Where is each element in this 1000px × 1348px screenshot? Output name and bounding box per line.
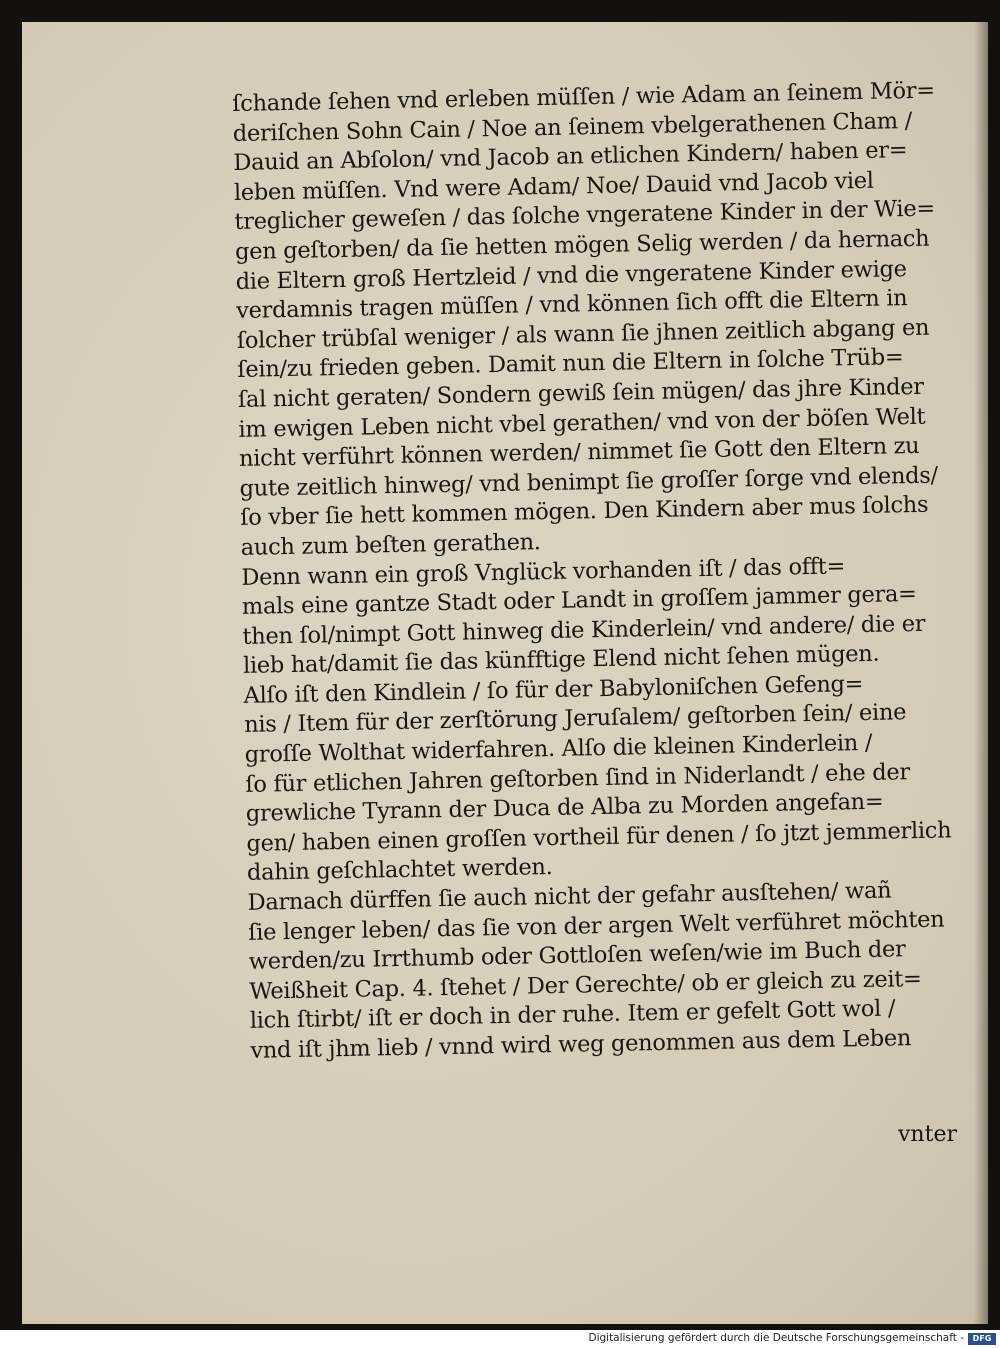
text-line: ſie lenger leben/ das ſie von der argen Welt verführet möchten <box>247 906 945 946</box>
text-line: groſſe Wolthat widerfahren. Alſo die kleinen Kinderlein / <box>244 729 873 768</box>
text-line: lieb hat/damit ſie das künfftige Elend nicht ſehen mügen. <box>242 640 880 680</box>
footer-credit-text: Digitalisierung gefördert durch die Deutsche Forschungsgemeinschaft - <box>588 1332 964 1344</box>
text-line: then ſol/nimpt Gott hinweg die Kinderlein/ vnd andere/ die er <box>242 610 926 650</box>
text-line: deriſchen Sohn Cain / Noe an ſeinem vbelgerathenen Cham / <box>232 107 913 147</box>
page-edge-shadow <box>974 22 988 1324</box>
text-line: vnd iſt jhm lieb / vnnd wird weg genommen aus dem Leben <box>250 1025 912 1064</box>
text-line: treglicher geweſen / das ſolche vngeratene Kinder in der Wie= <box>234 195 936 236</box>
text-line: gen/ haben einen groſſen vortheil für denen / ſo jtzt jemmerlich <box>246 817 952 857</box>
text-line: ſchande ſehen vnd erleben müſſen / wie Adam an ſeinem Mör= <box>232 77 936 117</box>
digitization-footer <box>0 1330 1000 1348</box>
text-line: Darnach dürffen ſie auch nicht der gefahr ausſtehen/ wañ <box>247 877 892 916</box>
catchword: vnter <box>898 1122 957 1147</box>
text-line: gute zeitlich hinweg/ vnd benimpt ſie groſſer ſorge vnd elends/ <box>239 462 938 502</box>
text-line: Weißheit Cap. 4. ſtehet / Der Gerechte/ ob er gleich zu zeit= <box>249 965 922 1005</box>
text-line: auch zum beſten gerathen. <box>240 529 541 561</box>
text-line: ſo für etlichen Jahren geſtorben ſind in Niderlandt / ehe der <box>245 758 911 798</box>
text-line: Alſo iſt den Kindlein / ſo für der Babyloniſchen Gefeng= <box>243 670 864 709</box>
text-line: mals eine gantze Stadt oder Landt in groſſem jammer gera= <box>241 581 917 620</box>
text-line: lich ſtirbt/ iſt er doch in der ruhe. Item er gefelt Gott wol / <box>249 995 896 1035</box>
text-line: die Eltern groß Hertzleid / vnd die vngeratene Kinder ewige <box>235 255 907 295</box>
text-line: werden/zu Irrthumb oder Gottloſen weſen/wie im Buch der <box>248 936 906 976</box>
text-line: leben müſſen. Vnd were Adam/ Noe/ Dauid vnd Jacob viel <box>233 167 874 206</box>
text-line: nis / Item für der zerſtörung Jeruſalem/ geſtorben ſein/ eine <box>243 699 907 739</box>
dfg-logo-icon: DFG <box>968 1333 996 1345</box>
text-line: ſal nicht geraten/ Sondern gewiß ſein mügen/ das jhre Kinder <box>237 373 924 413</box>
text-line: ſein/zu frieden geben. Damit nun die Eltern in ſolche Trüb= <box>237 344 904 384</box>
text-line: gen geſtorben/ da ſie hetten mögen Selig werden / da hernach <box>234 225 930 265</box>
text-line: Dauid an Abſolon/ vnd Jacob an etlichen Kindern/ haben er= <box>233 137 908 177</box>
text-line: im ewigen Leben nicht vbel gerathen/ vnd von der böſen Welt <box>238 403 926 443</box>
text-line: verdamnis tragen müſſen / vnd können ſich offt die Eltern in <box>235 285 908 325</box>
text-line: dahin geſchlachtet werden. <box>246 854 553 887</box>
page-text <box>232 76 961 1066</box>
text-line: Denn wann ein groß Vnglück vorhanden iſt / das offt= <box>241 552 846 591</box>
text-line: ſo vber ſie hett kommen mögen. Den Kindern aber mus ſolchs <box>239 492 929 532</box>
text-line: grewliche Tyrann der Duca de Alba zu Morden angefan= <box>245 788 884 828</box>
text-line: ſolcher trübſal weniger / als wann ſie jhnen zeitlich abgang en <box>236 314 930 354</box>
text-line: nicht verführt können werden/ nimmet ſie Gott den Eltern zu <box>238 432 920 473</box>
